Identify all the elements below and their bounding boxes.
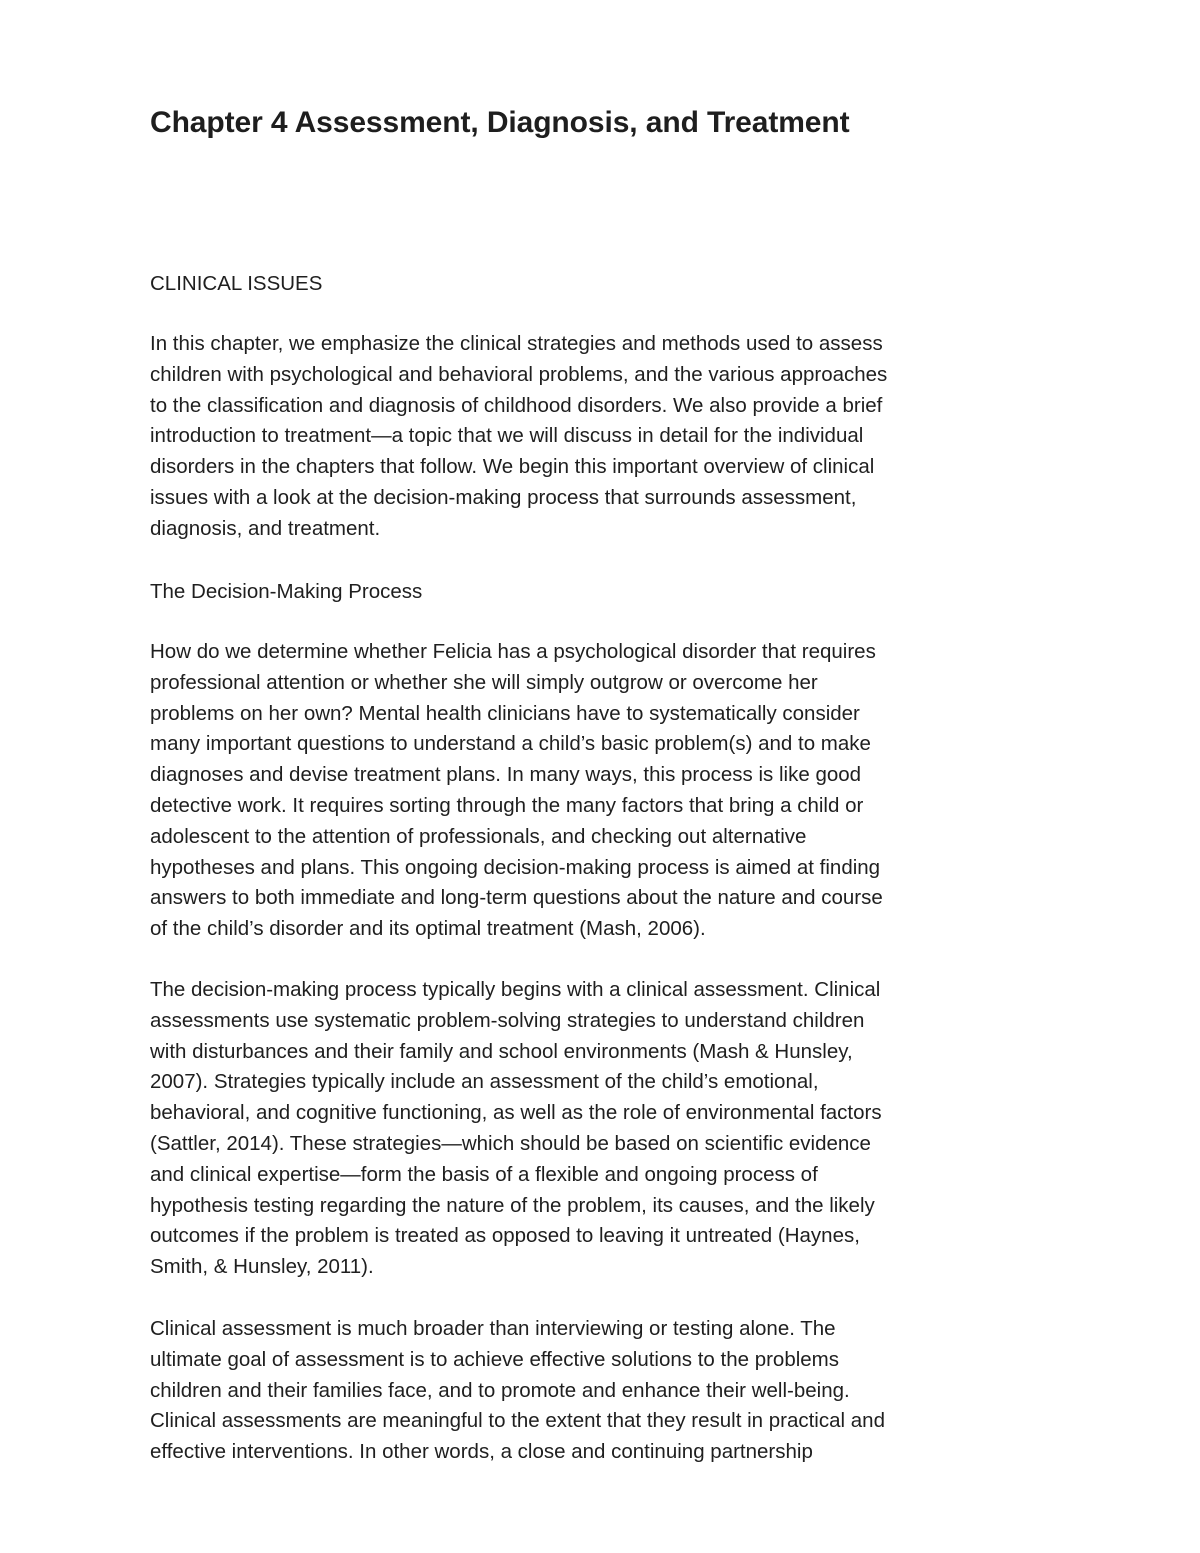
text-line: Smith, & Hunsley, 2011). <box>150 1255 374 1279</box>
text-line: answers to both immediate and long-term questions about the nature and course <box>150 886 883 910</box>
text-line: outcomes if the problem is treated as opposed to leaving it untreated (Haynes, <box>150 1224 860 1248</box>
text-line: detective work. It requires sorting through the many factors that bring a child or <box>150 793 864 817</box>
text-line: How do we determine whether Felicia has a psychological disorder that requires <box>150 640 876 663</box>
text-line: ultimate goal of assessment is to achieve effective solutions to the problems <box>150 1347 840 1371</box>
text-line: behavioral, and cognitive functioning, as well as the role of environmental factors <box>150 1101 882 1125</box>
text-line: introduction to treatment—a topic that we will discuss in detail for the individual <box>150 424 864 448</box>
page-title: Chapter 4 Assessment, Diagnosis, and Treatment <box>150 106 850 139</box>
text-line: children with psychological and behavioral problems, and the various approaches <box>150 362 888 386</box>
text-line: children and their families face, and to promote and enhance their well-being. <box>150 1378 850 1402</box>
text-line: problems on her own? Mental health clinicians have to systematically consider <box>150 701 860 725</box>
text-line: professional attention or whether she will simply outgrow or overcome her <box>150 670 818 694</box>
paragraph-assessment-broader <box>150 1314 1050 1468</box>
text-line: of the child’s disorder and its optimal treatment (Mash, 2006). <box>150 917 706 941</box>
text-line: 2007). Strategies typically include an assessment of the child’s emotional, <box>150 1070 819 1094</box>
text-line: many important questions to understand a child’s basic problem(s) and to make <box>150 732 871 756</box>
text-line: effective interventions. In other words, a close and continuing partnership <box>150 1440 813 1464</box>
paragraph-decision-process <box>150 975 1050 1283</box>
text-line: In this chapter, we emphasize the clinical strategies and methods used to assess <box>150 332 883 355</box>
text-line: (Sattler, 2014). These strategies—which should be based on scientific evidence <box>150 1131 871 1155</box>
paragraph-intro <box>150 329 1050 545</box>
section-heading-decision-making: The Decision-Making Process <box>150 580 423 603</box>
text-line: to the classification and diagnosis of childhood disorders. We also provide a brief <box>150 393 883 417</box>
text-line: Clinical assessments are meaningful to the extent that they result in practical and <box>150 1409 885 1433</box>
text-line: hypotheses and plans. This ongoing decision-making process is aimed at finding <box>150 855 881 879</box>
text-line: assessments use systematic problem-solving strategies to understand children <box>150 1008 865 1032</box>
text-line: with disturbances and their family and school environments (Mash & Hunsley, <box>150 1039 853 1063</box>
text-line: issues with a look at the decision-making process that surrounds assessment, <box>150 485 857 509</box>
text-line: diagnosis, and treatment. <box>150 516 381 540</box>
text-line: Clinical assessment is much broader than interviewing or testing alone. The <box>150 1317 836 1340</box>
text-line: The decision-making process typically begins with a clinical assessment. Clinical <box>150 978 881 1001</box>
paragraph-felicia <box>150 637 1050 945</box>
text-line: adolescent to the attention of professionals, and checking out alternative <box>150 824 807 848</box>
text-line: diagnoses and devise treatment plans. In many ways, this process is like good <box>150 763 862 787</box>
text-line: disorders in the chapters that follow. We begin this important overview of clinical <box>150 455 875 479</box>
text-line: and clinical expertise—form the basis of a flexible and ongoing process of <box>150 1162 818 1186</box>
text-line: hypothesis testing regarding the nature of the problem, its causes, and the likely <box>150 1193 875 1217</box>
section-heading-clinical-issues: CLINICAL ISSUES <box>150 272 323 295</box>
